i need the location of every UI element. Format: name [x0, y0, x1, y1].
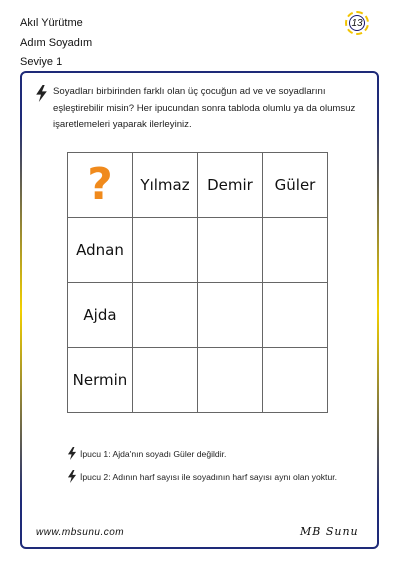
grid-cell[interactable]: [133, 218, 198, 283]
page-number: 13: [349, 15, 365, 31]
lightning-icon: [67, 470, 77, 483]
level-label: Seviye 1: [20, 56, 63, 68]
lightning-icon: [67, 447, 77, 460]
row-header-ajda: Ajda: [68, 283, 133, 348]
grid-cell[interactable]: [133, 283, 198, 348]
grid-cell[interactable]: [263, 218, 328, 283]
hint-2: İpucu 2: Adının harf sayısı ile soyadının harf sayısı aynı olan yoktur.: [80, 472, 338, 482]
page-number-badge: [345, 11, 369, 35]
column-header-yilmaz: Yılmaz: [133, 153, 198, 218]
grid-cell[interactable]: [263, 283, 328, 348]
grid-cell[interactable]: [133, 348, 198, 413]
row-header-nermin: Nermin: [68, 348, 133, 413]
grid-header-row: [68, 153, 328, 218]
grid-row-ajda: [68, 283, 328, 348]
hint-1: İpucu 1: Ajda'nın soyadı Güler değildir.: [80, 449, 227, 459]
column-header-demir: Demir: [198, 153, 263, 218]
subject-label: Akıl Yürütme: [20, 17, 83, 29]
grid-corner: [68, 153, 133, 218]
brand-logo-text: MB Sunu: [300, 525, 359, 538]
logic-grid: [67, 152, 328, 413]
grid-cell[interactable]: [198, 218, 263, 283]
grid-row-adnan: [68, 218, 328, 283]
instructions-text: Soyadları birbirinden farklı olan üç çocuğun ad ve ve soyadlarını eşleştirebilir misin? Her ipucundan sonra tabloda olumlu ya da olumsuz işaretlemeleri yaparak ilerleyiniz.: [53, 86, 356, 130]
grid-row-nermin: [68, 348, 328, 413]
lightning-icon: [35, 85, 48, 102]
column-header-guler: Güler: [263, 153, 328, 218]
card-left-accent: [20, 120, 22, 499]
row-header-adnan: Adnan: [68, 218, 133, 283]
grid-cell[interactable]: [198, 348, 263, 413]
topic-label: Adım Soyadım: [20, 37, 93, 49]
grid-cell[interactable]: [263, 348, 328, 413]
card-right-accent: [377, 120, 379, 499]
question-mark-icon: ?: [87, 159, 113, 210]
website-link[interactable]: www.mbsunu.com: [36, 527, 125, 538]
grid-cell[interactable]: [198, 283, 263, 348]
